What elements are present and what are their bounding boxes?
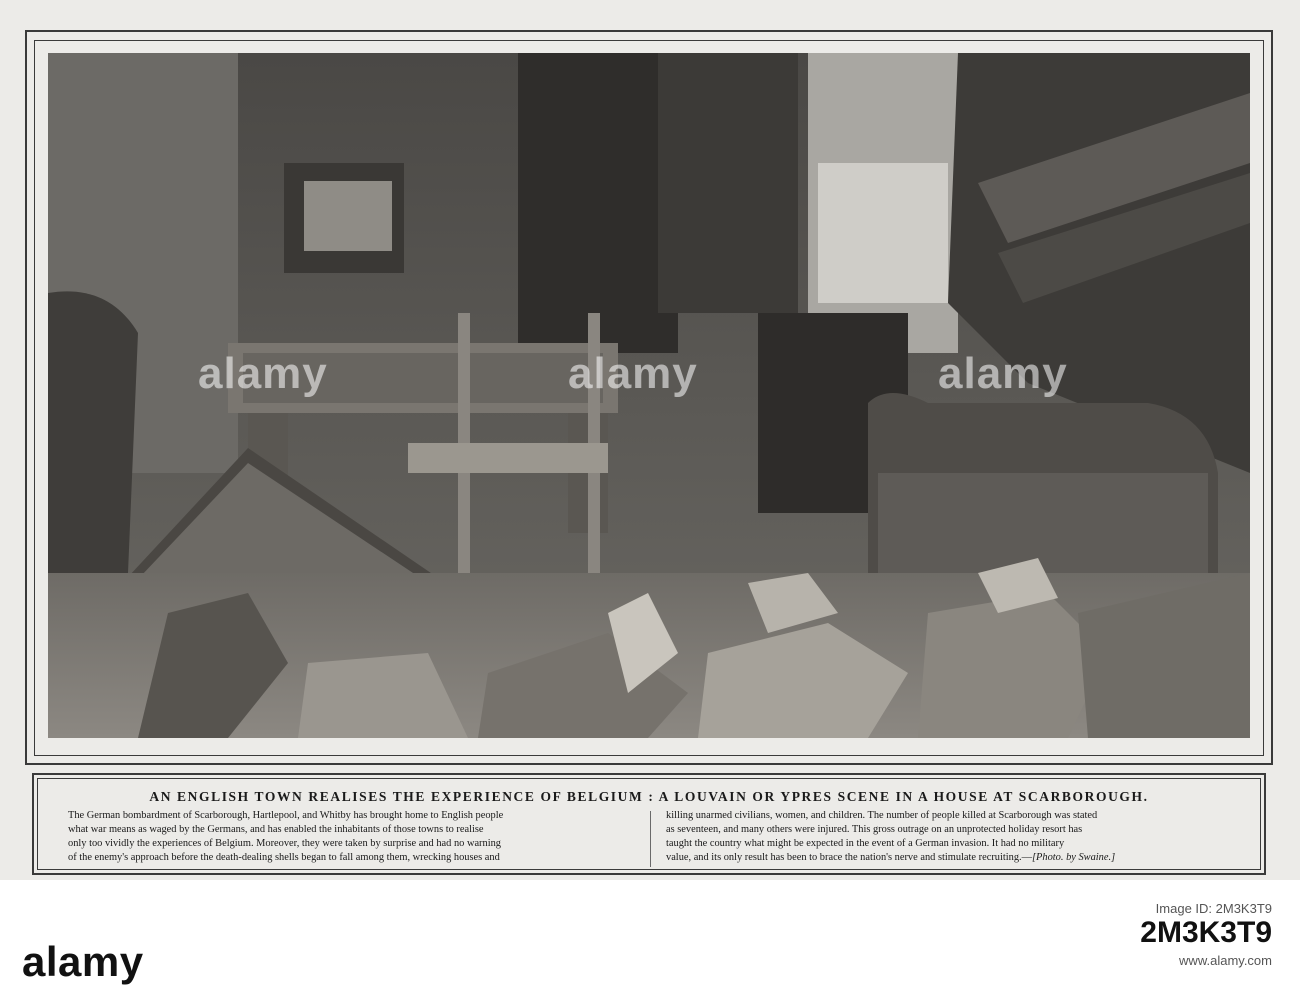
caption-line-last <box>666 851 1248 865</box>
image-id-label: Image ID: 2M3K3T9 <box>1155 901 1272 916</box>
image-id-block <box>1140 900 1272 970</box>
caption-line: taught the country what might be expected in the event of a German invasion. It had no military <box>666 838 1065 849</box>
logo-text: alamy <box>22 938 144 985</box>
bombed-room-photograph <box>48 53 1250 738</box>
image-id-value: 2M3K3T9 <box>1140 916 1272 949</box>
column-divider <box>650 811 651 867</box>
site-url[interactable]: www.alamy.com <box>1179 953 1272 968</box>
watermark-text: alamy <box>568 349 698 398</box>
caption-line: The German bombardment of Scarborough, Hartlepool, and Whitby has brought home to English people <box>68 810 504 821</box>
caption-line: of the enemy's approach before the death-dealing shells began to fall among them, wrecking houses and <box>68 852 500 863</box>
caption-line: what war means as waged by the Germans, and has enabled the inhabitants of those towns to realise <box>68 824 484 835</box>
caption-line: only too vividly the experiences of Belgium. Moreover, they were taken by surprise and had no warning <box>68 838 501 849</box>
caption-headline: AN ENGLISH TOWN REALISES THE EXPERIENCE OF BELGIUM : A LOUVAIN OR YPRES SCENE IN A HOUSE AT SCARBOROUGH. <box>149 789 1149 804</box>
alamy-logo[interactable] <box>22 938 144 986</box>
caption-line: as seventeen, and many others were injured. This gross outrage on an unprotected holiday resort has <box>666 824 1083 835</box>
caption-box <box>32 773 1266 875</box>
watermark-text: alamy <box>198 349 328 398</box>
caption-column-left <box>56 809 638 865</box>
caption-line: killing unarmed civilians, women, and children. The number of people killed at Scarborough was stated <box>666 810 1098 821</box>
caption-column-right <box>666 809 1248 865</box>
photo-credit: [Photo. by Swaine.] <box>1032 852 1116 863</box>
watermark-text: alamy <box>938 349 1068 398</box>
caption-line: value, and its only result has been to brace the nation's nerve and stimulate recruiting.— <box>666 852 1033 863</box>
